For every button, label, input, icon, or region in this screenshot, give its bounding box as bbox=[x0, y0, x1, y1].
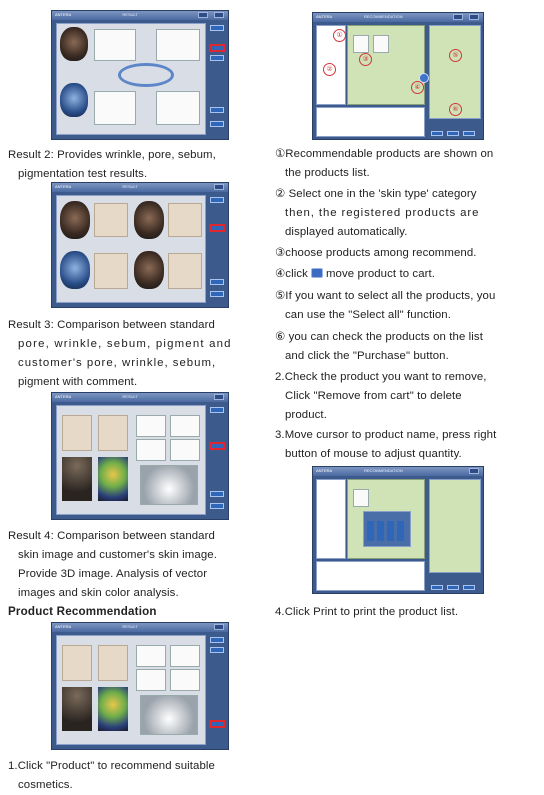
cart-pane bbox=[429, 479, 481, 573]
cart-button[interactable] bbox=[431, 585, 443, 590]
purchase-button[interactable] bbox=[463, 131, 475, 136]
brand-label: ANTERA bbox=[55, 12, 72, 17]
window-title: RESULT bbox=[122, 12, 138, 17]
vector-panel bbox=[136, 439, 166, 461]
product-thumb bbox=[353, 35, 369, 53]
face-image bbox=[60, 83, 88, 117]
description-pane bbox=[316, 107, 425, 137]
side-button[interactable] bbox=[210, 45, 224, 51]
cart-button[interactable] bbox=[431, 131, 443, 136]
side-button[interactable] bbox=[210, 647, 224, 653]
window-title: RESULT bbox=[122, 624, 138, 629]
instruction-4: ④click move product to cart. bbox=[275, 268, 436, 280]
top-button[interactable] bbox=[214, 624, 224, 630]
skin-diagram bbox=[94, 203, 128, 237]
top-button[interactable] bbox=[214, 394, 224, 400]
brand-label: ANTERA bbox=[316, 468, 333, 473]
brand-label: ANTERA bbox=[55, 184, 72, 189]
face-image bbox=[60, 27, 88, 61]
result-panel bbox=[156, 29, 200, 61]
3d-plot bbox=[140, 465, 198, 505]
marker-6: ⑥ bbox=[449, 103, 462, 116]
skin-image bbox=[98, 645, 128, 681]
instruction-5: ⑤If you want to select all the products, you can use the "Select all" function. bbox=[275, 290, 496, 321]
result-panel bbox=[156, 91, 200, 125]
instruction-step3: 3.Move cursor to product name, press right button of mouse to adjust quantity. bbox=[275, 429, 497, 460]
side-button[interactable] bbox=[210, 279, 224, 285]
product-thumb bbox=[373, 35, 389, 53]
titlebar bbox=[313, 13, 483, 22]
brand-label: ANTERA bbox=[55, 624, 72, 629]
keypad[interactable] bbox=[367, 521, 407, 541]
skin-diagram bbox=[168, 253, 202, 289]
section-heading: Product Recommendation bbox=[8, 605, 157, 618]
result2-screenshot bbox=[51, 10, 229, 140]
face-image bbox=[134, 251, 164, 289]
skin-3d-image bbox=[62, 687, 92, 731]
vector-panel bbox=[170, 415, 200, 437]
marker-2: ② bbox=[323, 63, 336, 76]
skin-3d-image bbox=[62, 457, 92, 501]
marker-4: ④ bbox=[411, 81, 424, 94]
side-button[interactable] bbox=[210, 121, 224, 127]
titlebar bbox=[52, 11, 228, 20]
vector-panel bbox=[170, 645, 200, 667]
vector-panel bbox=[136, 669, 166, 691]
titlebar bbox=[52, 393, 228, 402]
top-button[interactable] bbox=[198, 12, 208, 18]
window-title: RECOMMENDATION bbox=[364, 468, 403, 473]
result-panel bbox=[94, 91, 136, 125]
result4-text: Result 4: Comparison between standard skin image and customer's skin image. Provide 3D image. Analysis of vector images and skin color analysis. bbox=[8, 530, 217, 599]
product-list-pane bbox=[316, 479, 346, 559]
titlebar bbox=[52, 623, 228, 632]
instruction-2: ② Select one in the 'skin type' category then, the registered products are displayed automatically. bbox=[275, 188, 480, 238]
side-button[interactable] bbox=[210, 225, 224, 231]
side-button[interactable] bbox=[210, 503, 224, 509]
top-button[interactable] bbox=[214, 184, 224, 190]
side-button[interactable] bbox=[210, 107, 224, 113]
side-button[interactable] bbox=[210, 25, 224, 31]
result3-text: Result 3: Comparison between standard pore, wrinkle, sebum, pigment and customer's pore, wrinkle, sebum, pigment with comment. bbox=[8, 319, 232, 388]
marker-3: ③ bbox=[359, 53, 372, 66]
cart-button[interactable] bbox=[447, 131, 459, 136]
side-button[interactable] bbox=[210, 491, 224, 497]
vector-panel bbox=[170, 669, 200, 691]
print-button[interactable] bbox=[463, 585, 475, 590]
brand-label: ANTERA bbox=[316, 14, 333, 19]
brand-label: ANTERA bbox=[55, 394, 72, 399]
instruction-step4: 4.Click Print to print the product list. bbox=[275, 606, 459, 618]
product-screenshot bbox=[51, 622, 229, 750]
skin-color-map bbox=[98, 457, 128, 501]
top-button[interactable] bbox=[469, 468, 479, 474]
marker-5: ⑤ bbox=[449, 49, 462, 62]
3d-plot bbox=[140, 695, 198, 735]
product-button[interactable] bbox=[210, 721, 224, 727]
side-button[interactable] bbox=[210, 407, 224, 413]
vector-panel bbox=[136, 415, 166, 437]
product-thumb bbox=[353, 489, 369, 507]
vector-panel bbox=[136, 645, 166, 667]
side-button[interactable] bbox=[210, 443, 224, 449]
skin-diagram bbox=[94, 253, 128, 289]
print-screenshot bbox=[312, 466, 484, 594]
cart-button[interactable] bbox=[447, 585, 459, 590]
instruction-6: ⑥ you can check the products on the list and click the "Purchase" button. bbox=[275, 331, 483, 362]
result2-text: Result 2: Provides wrinkle, pore, sebum, pigmentation test results. bbox=[8, 149, 216, 180]
vector-panel bbox=[170, 439, 200, 461]
skin-color-map bbox=[98, 687, 128, 731]
marker-1: ① bbox=[333, 29, 346, 42]
titlebar bbox=[52, 183, 228, 192]
face-image bbox=[134, 201, 164, 239]
instruction-3: ③choose products among recommend. bbox=[275, 247, 477, 259]
titlebar bbox=[313, 467, 483, 476]
side-button[interactable] bbox=[210, 291, 224, 297]
result4-screenshot bbox=[51, 392, 229, 520]
window-title: RECOMMENDATION bbox=[364, 14, 403, 19]
face-image bbox=[60, 251, 90, 289]
side-button[interactable] bbox=[210, 55, 224, 61]
window-title: RESULT bbox=[122, 394, 138, 399]
chart-ring bbox=[118, 63, 174, 87]
top-button[interactable] bbox=[453, 14, 463, 20]
side-button[interactable] bbox=[210, 637, 224, 643]
top-button[interactable] bbox=[469, 14, 479, 20]
skin-diagram bbox=[168, 203, 202, 237]
side-button[interactable] bbox=[210, 197, 224, 203]
description-pane bbox=[316, 561, 425, 591]
instruction-step2: 2.Check the product you want to remove, Click "Remove from cart" to delete product. bbox=[275, 371, 487, 421]
instruction-1: ①Recommendable products are shown on the products list. bbox=[275, 148, 494, 179]
top-button[interactable] bbox=[214, 12, 224, 18]
recommendation-screenshot bbox=[312, 12, 484, 140]
window-title: RESULT bbox=[122, 184, 138, 189]
result-panel bbox=[94, 29, 136, 61]
skin-image bbox=[98, 415, 128, 451]
result3-screenshot bbox=[51, 182, 229, 308]
skin-image bbox=[62, 645, 92, 681]
move-to-cart-icon bbox=[311, 268, 323, 278]
face-image bbox=[60, 201, 90, 239]
step1-text: 1.Click "Product" to recommend suitable cosmetics. bbox=[8, 760, 215, 791]
skin-image bbox=[62, 415, 92, 451]
